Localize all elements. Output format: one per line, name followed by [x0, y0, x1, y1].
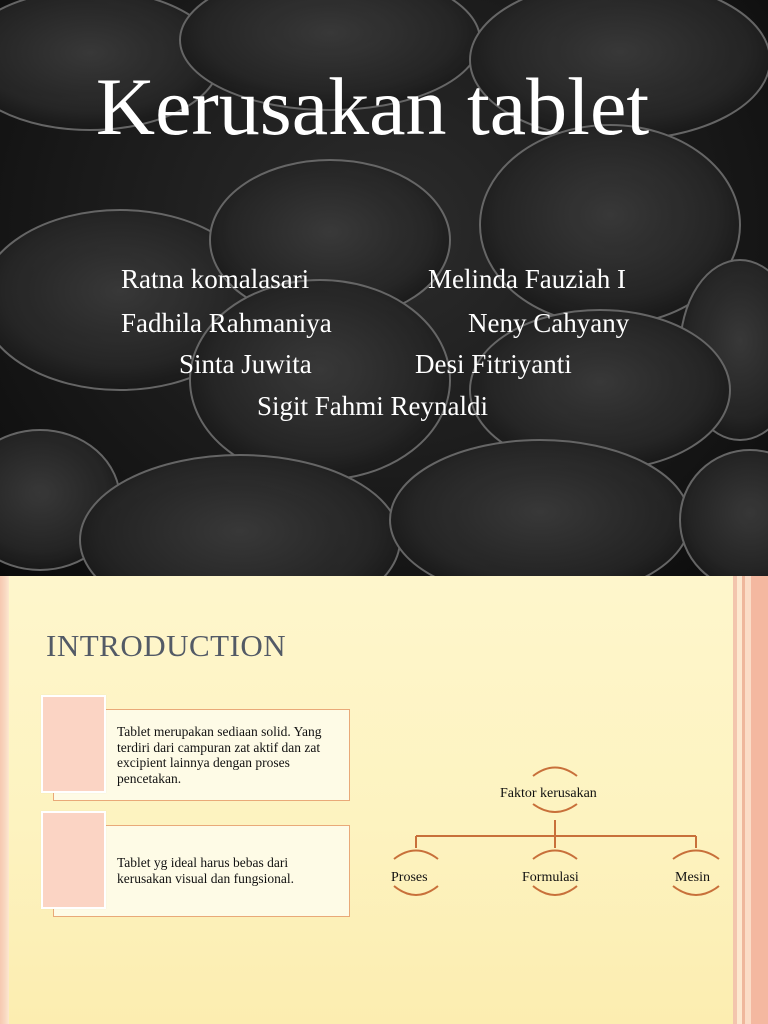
hierarchy-diagram	[380, 756, 740, 916]
box-text: Tablet yg ideal harus bebas dari kerusakan visual dan fungsional.	[117, 855, 294, 886]
introduction-slide	[0, 576, 768, 1024]
slide-title: Kerusakan tablet	[95, 61, 650, 152]
diagram-child-node-formulasi: Formulasi	[522, 870, 579, 885]
diagram-child-node-mesin: Mesin	[675, 870, 710, 885]
author-name: Sinta Juwita	[179, 349, 312, 379]
author-name: Melinda Fauziah I	[428, 264, 626, 294]
author-name: Neny Cahyany	[468, 308, 630, 338]
section-heading: INTRODUCTION	[46, 628, 287, 663]
author-name: Ratna komalasari	[121, 264, 310, 294]
author-name: Sigit Fahmi Reynaldi	[257, 391, 489, 421]
box-tab-decoration	[41, 811, 106, 909]
box-tab-decoration	[41, 695, 106, 793]
author-name: Desi Fitriyanti	[415, 349, 572, 379]
diagram-child-node-proses: Proses	[391, 870, 428, 885]
box-text: Tablet merupakan sediaan solid. Yang terdiri dari campuran zat aktif dan zat excipient lainnya dengan proses pencetakan.	[117, 724, 322, 786]
left-decorative-border	[0, 576, 9, 1024]
diagram-root-node: Faktor kerusakan	[500, 786, 597, 801]
author-name: Fadhila Rahmaniya	[121, 308, 332, 338]
diagram-connectors	[380, 756, 740, 916]
